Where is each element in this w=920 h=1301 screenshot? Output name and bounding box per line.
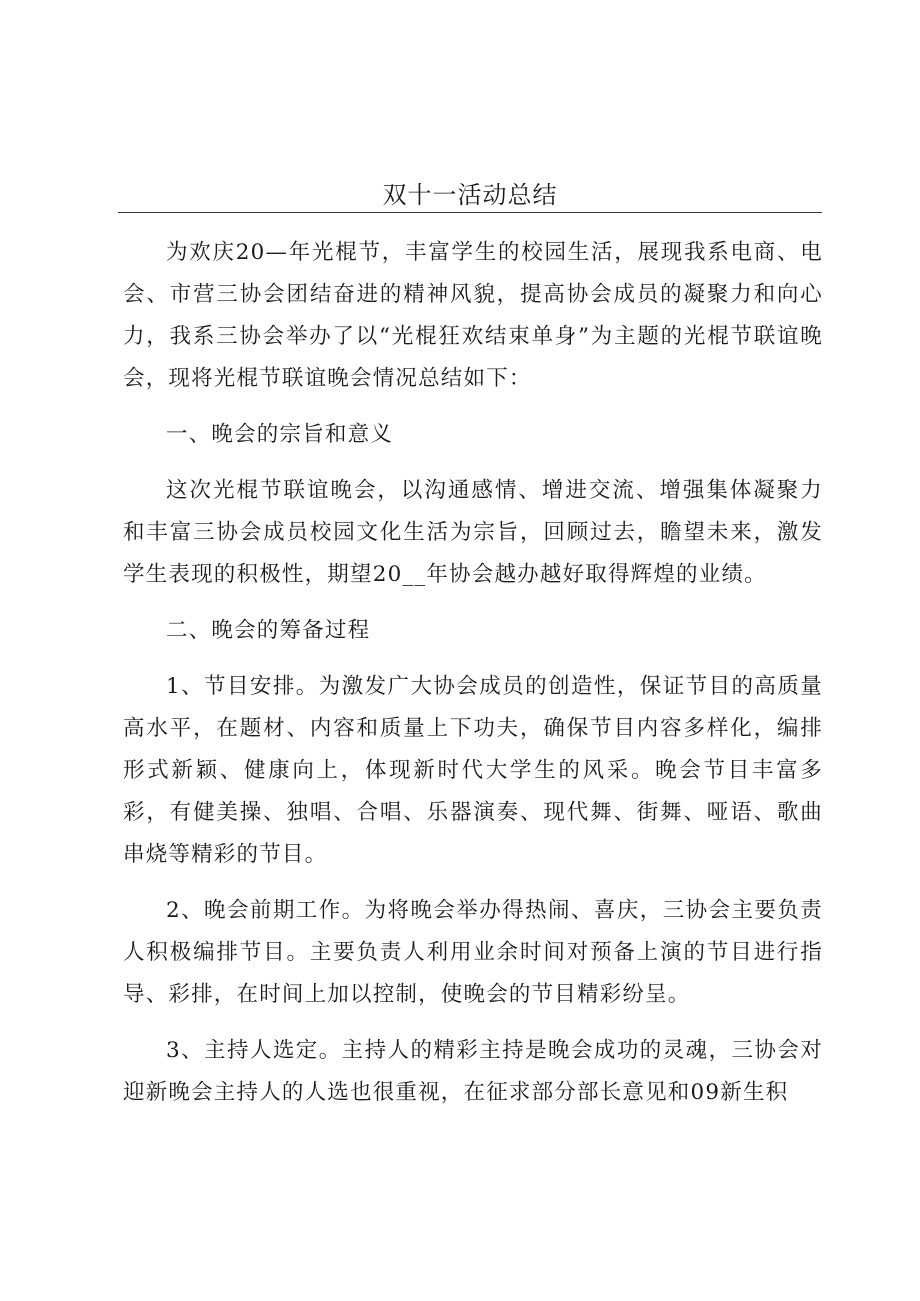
document-title: 双十一活动总结 bbox=[382, 181, 558, 209]
paragraph-program-arrangement: 1、节目安排。为激发广大协会成员的创造性，保证节目的高质量高水平，在题材、内容和质量上下功夫，确保节目内容多样化，编排形式新颖、健康向上，体现新时代大学生的风采。晚会节目丰富多彩，有健美操、独唱、合唱、乐器演奏、现代舞、街舞、哑语、歌曲串烧等精彩的节目。 bbox=[123, 674, 823, 867]
paragraph-intro: 为欢庆20—年光棍节，丰富学生的校园生活，展现我系电商、电会、市营三协会团结奋进的精神风貌，提高协会成员的凝聚力和向心力，我系三协会举办了以“光棍狂欢结束单身”为主题的光棍节联谊晚会，现将光棍节联谊晚会情况总结如下： bbox=[123, 240, 823, 391]
document-body bbox=[123, 232, 823, 1114]
paragraph-early-work: 2、晚会前期工作。为将晚会举办得热闹、喜庆，三协会主要负责人积极编排节目。主要负责人利用业余时间对预备上演的节目进行指导、彩排，在时间上加以控制，使晚会的节目精彩纷呈。 bbox=[123, 898, 823, 1007]
paragraph-host-selection: 3、主持人选定。主持人的精彩主持是晚会成功的灵魂，三协会对迎新晚会主持人的人选也很重视，在征求部分部长意见和09新生积 bbox=[123, 1038, 823, 1105]
heading-preparation: 二、晚会的筹备过程 bbox=[166, 618, 371, 643]
heading-purpose: 一、晚会的宗旨和意义 bbox=[166, 422, 394, 447]
paragraph-purpose: 这次光棍节联谊晚会，以沟通感情、增进交流、增强集体凝聚力和丰富三协会成员校园文化生活为宗旨，回顾过去，瞻望未来，激发学生表现的积极性，期望20__年协会越办越好取得辉煌的业绩。 bbox=[123, 478, 823, 587]
title-underline bbox=[118, 212, 822, 213]
